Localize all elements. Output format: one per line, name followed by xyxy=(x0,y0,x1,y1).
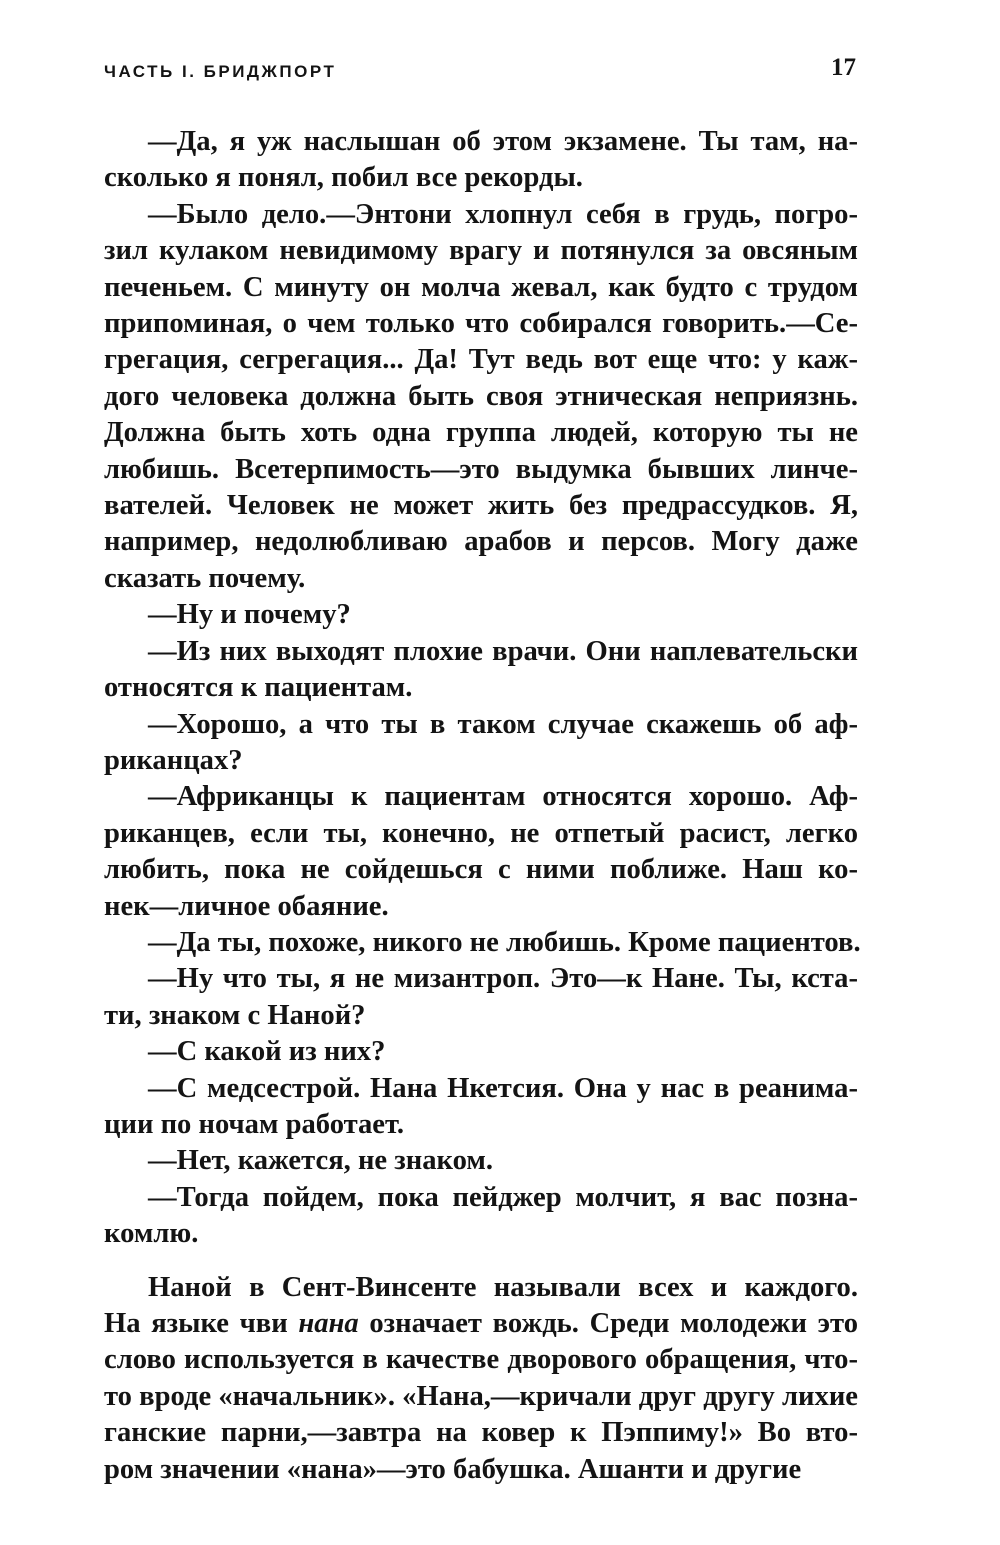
running-header xyxy=(104,56,858,90)
text-line: относятся к пациентам. xyxy=(104,672,413,704)
text-line: —Было дело.—Энтони хлопнул себя в грудь, погро- xyxy=(148,198,858,230)
narration-paragraph xyxy=(104,1270,858,1488)
dialogue-paragraph xyxy=(104,124,858,197)
dialogue-paragraph xyxy=(104,925,861,961)
text-line: сказать почему. xyxy=(104,562,306,594)
text-line: комлю. xyxy=(104,1218,199,1250)
page-number: 17 xyxy=(831,54,856,81)
text-line: печеньем. С минуту он молча жевал, как будто с трудом xyxy=(104,271,858,303)
text-line: —С какой из них? xyxy=(148,1036,386,1068)
text-line: ром значении «нана»—это бабушка. Ашанти и другие xyxy=(104,1453,802,1485)
text-line: слово используется в качестве дворового обращения, что- xyxy=(104,1344,858,1376)
text-line: риканцев, если ты, конечно, не отпетый расист, легко xyxy=(104,817,858,849)
text-line: например, недолюбливаю арабов и персов. Могу даже xyxy=(104,526,858,558)
text-line: —Тогда пойдем, пока пейджер молчит, я вас позна- xyxy=(148,1181,858,1213)
text-line: нек—личное обаяние. xyxy=(104,890,389,922)
text-line: На языке чви нана означает вождь. Среди молодежи это xyxy=(104,1308,858,1339)
dialogue-paragraph xyxy=(104,1034,858,1070)
text-line: —Из них выходят плохие врачи. Они наплевательски xyxy=(148,635,858,667)
text-line: любить, пока не сойдешься с ними поближе. Наш ко- xyxy=(104,854,858,886)
dialogue-paragraph xyxy=(104,961,858,1034)
text-line: —Да, я уж наслышан об этом экзамене. Ты там, на- xyxy=(148,126,858,157)
dialogue-paragraph xyxy=(104,1143,858,1179)
text-line: —Хорошо, а что ты в таком случае скажешь об аф- xyxy=(148,708,858,740)
text-line: —С медсестрой. Нана Нкетсия. Она у нас в реанима- xyxy=(148,1072,858,1104)
text-line: Должна быть хоть одна группа людей, которую ты не xyxy=(104,417,858,449)
text-line: грегация, сегрегация... Да! Тут ведь вот еще что: у каж- xyxy=(104,344,858,376)
text-line: зил кулаком невидимому врагу и потянулся за овсяным xyxy=(104,235,858,267)
text-line: —Да ты, похоже, никого не любишь. Кроме пациентов. xyxy=(148,926,861,958)
text-line: то вроде «начальник». «Нана,—кричали друг другу лихие xyxy=(104,1380,858,1412)
text-line: Наной в Сент-Винсенте называли всех и каждого. xyxy=(148,1271,858,1303)
section-title: ЧАСТЬ I. БРИДЖПОРТ xyxy=(104,62,337,81)
text-line: —Ну и почему? xyxy=(148,599,351,631)
dialogue-paragraph xyxy=(104,197,858,597)
text-line: любишь. Всетерпимость—это выдумка бывших линче- xyxy=(104,453,858,485)
dialogue-paragraph xyxy=(104,597,858,633)
text-line: дого человека должна быть своя этническая неприязнь. xyxy=(104,380,858,412)
text-line: ганские парни,—завтра на ковер к Пэппиму!» Во вто- xyxy=(104,1417,858,1449)
text-line: сколько я понял, побил все рекорды. xyxy=(104,162,583,194)
text-line: —Африканцы к пациентам относятся хорошо. Аф- xyxy=(148,781,858,813)
dialogue-paragraph xyxy=(104,1180,858,1253)
dialogue-paragraph xyxy=(104,634,858,707)
text-line: вателей. Человек не может жить без предрассудков. Я, xyxy=(104,490,858,522)
body-text xyxy=(104,124,861,1488)
text-line: припоминая, о чем только что собирался говорить.—Се- xyxy=(104,308,858,340)
text-line: ти, знаком с Наной? xyxy=(104,999,366,1031)
text-line: —Ну что ты, я не мизантроп. Это—к Нане. Ты, кста- xyxy=(148,963,858,995)
text-line: —Нет, кажется, не знаком. xyxy=(148,1145,494,1177)
dialogue-paragraph xyxy=(104,1071,858,1144)
dialogue-paragraph xyxy=(104,779,858,925)
text-line: риканцах? xyxy=(104,744,243,776)
dialogue-paragraph xyxy=(104,707,858,780)
text-line: ции по ночам работает. xyxy=(104,1108,405,1140)
